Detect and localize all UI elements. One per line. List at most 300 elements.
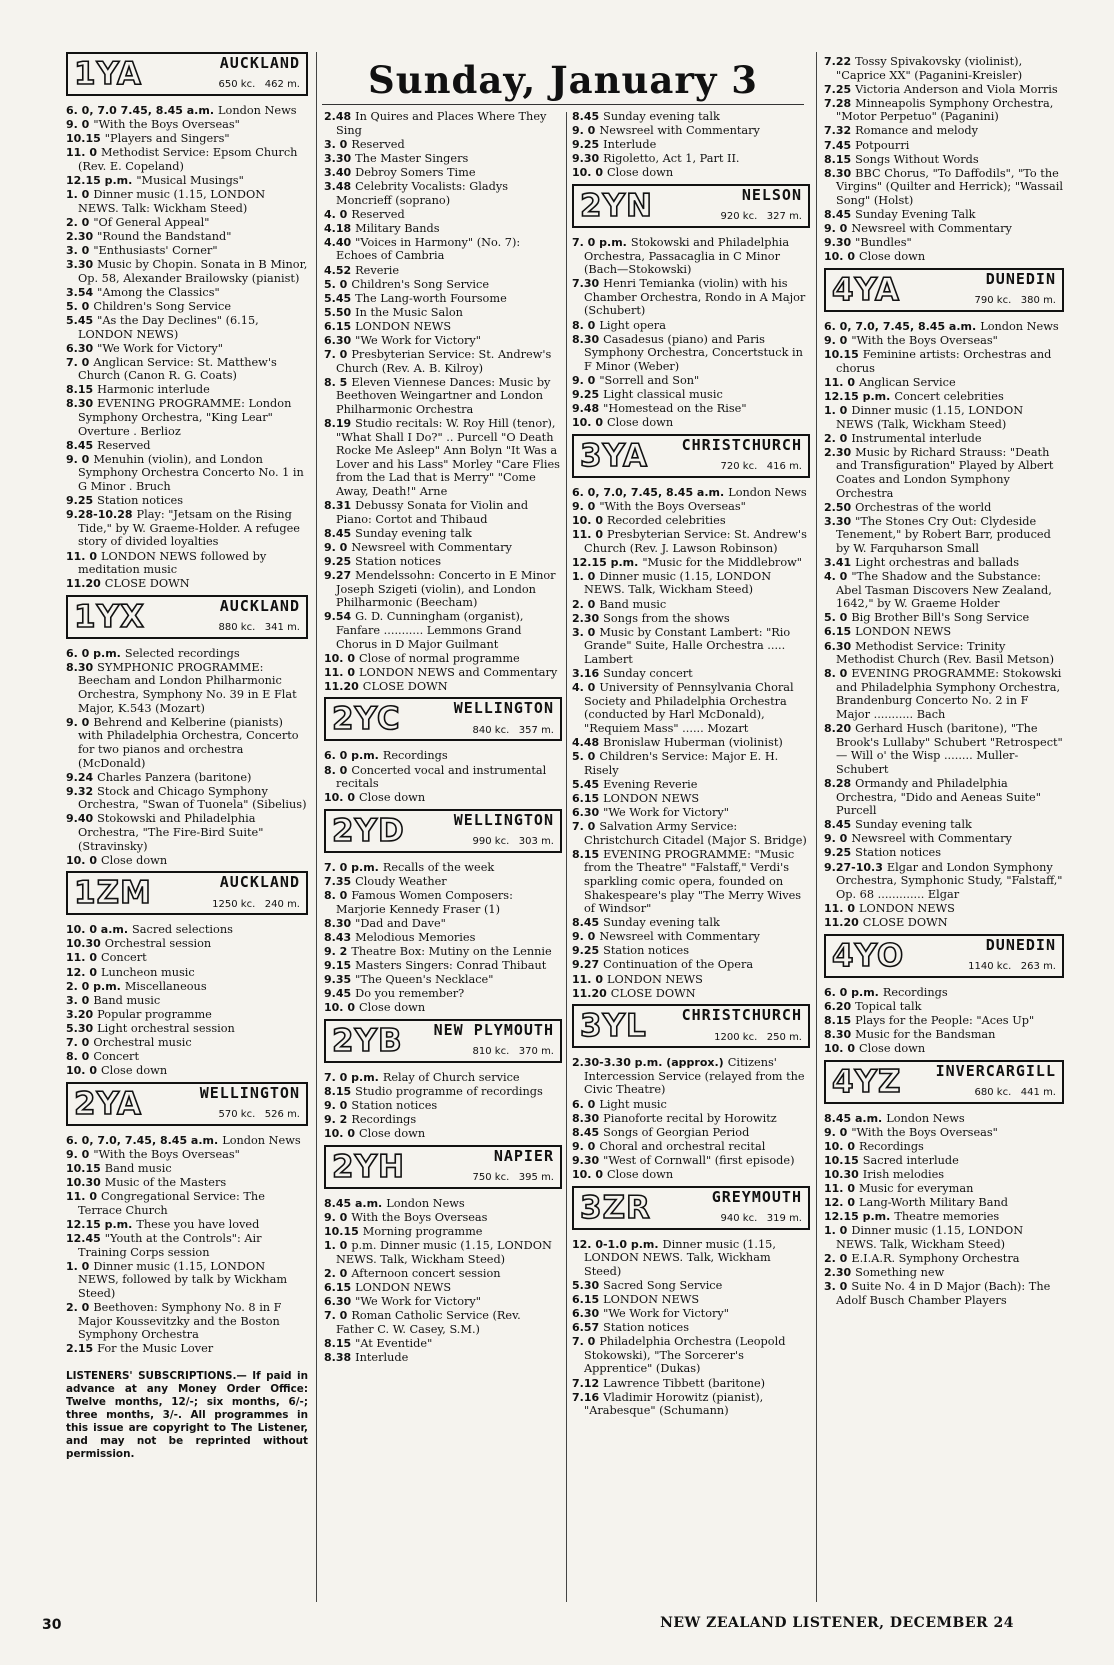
programme-entry (824, 1140, 1064, 1154)
programme-entry (324, 1001, 562, 1015)
station-city: WELLINGTON (453, 699, 554, 718)
station-call-sign: 1YA (74, 56, 143, 92)
programme-description: Roman Catholic Service (Rev. Father C. W. Casey, S.M.) (336, 1309, 521, 1336)
programme-description: "With the Boys Overseas" (599, 499, 746, 513)
programme-description: Light orchestral session (97, 1021, 235, 1035)
programme-time: 6. 0, 7.0, 7.45, 8.45 a.m. (572, 485, 725, 499)
programme-time: 9.45 (324, 987, 352, 1001)
programme-entry (66, 647, 308, 661)
page-number: 30 (42, 1617, 62, 1633)
programme-entry (572, 277, 810, 318)
programme-time: 2.15 (66, 1342, 94, 1356)
programme-description: Dinner music (1.15, LONDON NEWS. Talk: Wickham Steed) (78, 188, 266, 215)
programme-time: 11. 0 (66, 951, 97, 965)
programme-time: 7.22 (824, 55, 852, 68)
programme-time: 8. 5 (324, 375, 348, 389)
programme-time: 8. 0 (66, 1050, 90, 1064)
programme-time: 2. 0 (824, 1251, 848, 1265)
programme-description: Sacred interlude (862, 1153, 959, 1167)
programme-description: Close down (100, 853, 168, 867)
programme-time: 8.30 (572, 332, 600, 346)
programme-time: 9.48 (572, 402, 600, 416)
programme-time: 9. 0 (324, 1099, 348, 1113)
programme-entry (66, 174, 308, 188)
programme-description: Evening Reverie (603, 777, 698, 791)
programme-entry (572, 514, 810, 528)
programme-time: 12.15 p.m. (824, 389, 891, 403)
programme-entry (824, 846, 1064, 860)
programme-time: 8.30 (324, 916, 352, 930)
programme-time: 4. 0 (572, 681, 596, 695)
programme-description: Military Bands (355, 221, 440, 235)
programme-time: 10. 0 (324, 1001, 355, 1015)
programme-entry (66, 397, 308, 438)
programme-time: 6.30 (572, 1307, 600, 1321)
programme-entry (324, 1211, 562, 1225)
station-city: AUCKLAND (219, 54, 300, 72)
programme-entry (66, 1301, 308, 1342)
programme-entry (824, 501, 1064, 515)
programme-entry (66, 314, 308, 341)
programme-entry (324, 264, 562, 278)
programme-time: 9. 0 (572, 124, 596, 138)
programme-description: LONDON NEWS (603, 791, 700, 805)
programme-description: Light orchestras and ballads (855, 556, 1020, 569)
programme-description: Theatre memories (894, 1210, 1000, 1224)
station-city: AUCKLAND (219, 873, 300, 892)
programme-entry (824, 1182, 1064, 1196)
station-header (66, 871, 308, 915)
programme-time: 6.30 (324, 1294, 352, 1308)
programme-description: Station notices (603, 944, 690, 958)
programme-description: Light music (599, 1097, 667, 1111)
programme-time: 9.30 (572, 152, 600, 166)
programme-time: 7.30 (572, 277, 600, 291)
programme-entry (324, 1113, 562, 1127)
programme-entry (324, 749, 562, 763)
station-header (66, 52, 308, 96)
programme-time: 10. 0 (824, 1041, 855, 1055)
programme-time: 4.48 (572, 735, 600, 749)
programme-time: 10. 0 (66, 853, 97, 867)
programme-description: "Music for the Middlebrow" (642, 555, 803, 569)
programme-entry (824, 376, 1064, 390)
programme-description: CLOSE DOWN (862, 915, 948, 929)
station-frequency: 940 kc. 319 m. (720, 1213, 802, 1224)
programme-entry (66, 661, 308, 715)
programme-description: "Youth at the Controls": Air Training Corps session (78, 1231, 262, 1259)
programme-time: 6. 0 p.m. (66, 646, 121, 660)
programme-entry (572, 958, 810, 972)
programme-entry (324, 1267, 562, 1281)
programme-description: Theatre Box: Mutiny on the Lennie (351, 944, 552, 958)
programme-time: 8.45 (572, 1125, 600, 1139)
programme-time: 11.20 (572, 986, 607, 1000)
programme-time: 9.25 (824, 846, 852, 860)
programme-entry (572, 319, 810, 333)
programme-entry (824, 1210, 1064, 1224)
programme-description: Do you remember? (355, 987, 465, 1001)
programme-time: 6.20 (824, 999, 852, 1013)
programme-description: Miscellaneous (124, 979, 207, 993)
programme-entry (572, 374, 810, 388)
programme-time: 8.45 a.m. (824, 1111, 883, 1125)
programme-description: Close down (358, 791, 426, 805)
station-frequency: 880 kc. 341 m. (218, 622, 300, 634)
programme-entry (66, 937, 308, 951)
programme-time: 6.15 (572, 791, 600, 805)
programme-time: 8.43 (324, 930, 352, 944)
programme-description: Songs Without Words (855, 152, 979, 166)
programme-time: 3. 0 (824, 1280, 848, 1294)
programme-time: 6. 0, 7.0, 7.45, 8.45 a.m. (824, 319, 977, 333)
programme-description: Irish melodies (862, 1167, 945, 1181)
programme-time: 7. 0 (572, 1335, 596, 1349)
programme-description: Famous Women Composers: Marjorie Kennedy Fraser (1) (336, 889, 513, 916)
programme-entry (66, 716, 308, 770)
programme-entry (324, 527, 562, 541)
programme-description: "As the Day Declines" (6.15, LONDON NEWS) (78, 313, 259, 341)
programme-time: 10. 0 (572, 1168, 603, 1181)
programme-description: Relay of Church service (382, 1070, 520, 1084)
programme-time: 8.15 (572, 847, 600, 861)
programme-time: 9.27-10.3 (824, 860, 883, 874)
programme-time: 11. 0 (572, 528, 603, 542)
programme-entry (572, 416, 810, 430)
programme-time: 3.20 (66, 1007, 94, 1021)
programme-description: Methodist Service: Trinity Methodist Church (Rev. Basil Metson) (836, 639, 1054, 667)
programme-description: These you have loved (136, 1217, 260, 1231)
programme-time: 9.15 (324, 958, 352, 972)
programme-entry (324, 987, 562, 1001)
programme-time: 11.20 (66, 577, 101, 591)
programme-description: Charles Panzera (baritone) (97, 770, 252, 784)
station-city: NAPIER (493, 1146, 554, 1165)
station-city: DUNEDIN (985, 269, 1056, 288)
programme-entry (324, 791, 562, 805)
programme-description: CLOSE DOWN (362, 679, 448, 693)
programme-entry (324, 417, 562, 499)
programme-entry (66, 188, 308, 215)
programme-time: 5. 0 (66, 299, 90, 313)
programme-entry (572, 570, 810, 597)
programme-description: Reserved (351, 137, 405, 151)
station-frequency: 720 kc. 416 m. (720, 461, 802, 473)
programme-time: 5.30 (66, 1021, 94, 1035)
programme-entry (324, 110, 562, 137)
programme-time: 8.31 (324, 499, 352, 513)
programme-entry (572, 1168, 810, 1182)
programme-description: "We Work for Victory" (603, 805, 729, 819)
programme-description: EVENING PROGRAMME: Stokowski and Philadelphia Symphony Orchestra, Brandenburg Concerto No. 2 in F Major ........... Bach (836, 667, 1062, 722)
programme-entry (324, 152, 562, 166)
programme-time: 10. 0 (66, 1064, 97, 1078)
programme-description: CLOSE DOWN (610, 986, 696, 1000)
programme-entry (324, 1071, 562, 1085)
programme-entry (572, 528, 810, 555)
programme-description: Menuhin (violin), and London Symphony Orchestra Concerto No. 1 in G Minor . Bruch (78, 452, 304, 494)
programme-entry (324, 334, 562, 348)
programme-entry (572, 792, 810, 806)
programme-description: Topical talk (855, 999, 922, 1013)
programme-description: Vladimir Horowitz (pianist), "Arabesque" (Schumann) (584, 1390, 764, 1418)
programme-entry (824, 55, 1064, 82)
programme-time: 7. 0 (66, 355, 90, 369)
programme-description: Cloudy Weather (355, 874, 447, 888)
programme-description: Afternoon concert session (351, 1266, 501, 1280)
programme-time: 1. 0 (66, 188, 90, 202)
subscription-note: LISTENERS' SUBSCRIPTIONS.— If paid in advance at any Money Order Office: Twelve months, 12/-; six months, 6/-; three months, 3/-. All programmes in this issue are copyright to The Listener, and may not be reprinted without permission. (66, 1369, 308, 1460)
programme-time: 8. 0 (324, 889, 348, 902)
programme-entry (66, 854, 308, 868)
programme-entry (572, 1335, 810, 1376)
programme-entry (572, 486, 810, 500)
programme-entry (824, 1126, 1064, 1140)
programme-time: 9. 0 (824, 334, 848, 347)
programme-description: London News (386, 1196, 465, 1210)
programme-entry (824, 1014, 1064, 1028)
programme-time: 9.30 (824, 236, 852, 250)
programme-description: Station notices (97, 494, 184, 508)
programme-time: 8.30 (66, 397, 94, 411)
programme-time: 8.45 (66, 438, 94, 452)
programme-entry (824, 1266, 1064, 1280)
station-frequency: 790 kc. 380 m. (974, 295, 1056, 307)
programme-time: 9.25 (572, 944, 600, 958)
programme-entry (824, 611, 1064, 625)
programme-time: 9.25 (324, 555, 352, 568)
programme-description: Citizens' Intercession Service (relayed from the Civic Theatre) (584, 1056, 805, 1097)
programme-time: 7.16 (572, 1390, 600, 1404)
programme-time: 10.15 (324, 1225, 359, 1238)
programme-time: 2.30 (572, 611, 600, 625)
programme-entry (324, 555, 562, 569)
station-city: GREYMOUTH (711, 1187, 802, 1206)
programme-description: Gerhard Husch (baritone), "The Brook's Lullaby" Schubert "Retrospect" — Will o' the Wisp ........ Muller-Schubert (836, 722, 1063, 776)
programme-description: Romance and melody (855, 124, 979, 138)
programme-description: Newsreel with Commentary (851, 832, 1012, 846)
programme-description: Mendelssohn: Concerto in E Minor Joseph Szigeti (violin), and London Philharmonic (Beecham) (336, 569, 556, 610)
programme-time: 11.20 (324, 679, 359, 693)
programme-time: 2.30 (824, 445, 852, 459)
programme-entry (824, 1252, 1064, 1266)
programme-time: 11. 0 (66, 146, 97, 160)
programme-description: Plays for the People: "Aces Up" (855, 1013, 1035, 1027)
programme-time: 5.30 (572, 1278, 600, 1292)
programme-description: Congregational Service: The Terrace Church (78, 1190, 265, 1217)
programme-description: Methodist Service: Epsom Church (Rev. E. Copeland) (78, 146, 298, 173)
programme-time: 3.41 (824, 556, 852, 569)
programme-time: 2. 0 (66, 215, 90, 229)
programme-time: 9. 0 (66, 118, 90, 132)
programme-entry (324, 292, 562, 306)
programme-time: 6.30 (324, 334, 352, 347)
programme-description: Bronislaw Huberman (violinist) (603, 735, 783, 749)
programme-description: Orchestras of the world (855, 500, 992, 514)
programme-description: Morning programme (362, 1225, 483, 1238)
station-frequency: 1250 kc. 240 m. (212, 898, 300, 910)
programme-time: 6.15 (824, 625, 852, 639)
programme-entry (66, 132, 308, 146)
programme-entry (324, 278, 562, 292)
programme-time: 8.30 (66, 660, 94, 674)
column-4 (824, 55, 1064, 1610)
programme-description: Recalls of the week (382, 860, 495, 874)
programme-entry (66, 994, 308, 1008)
programme-entry (572, 944, 810, 958)
programme-description: Close down (358, 1127, 426, 1141)
programme-entry (824, 667, 1064, 721)
programme-description: Dinner music (1.15, LONDON NEWS (Talk, Wickham Steed) (836, 403, 1024, 431)
programme-entry (824, 139, 1064, 153)
programme-time: 6.57 (572, 1321, 600, 1335)
programme-description: Continuation of the Opera (603, 958, 754, 972)
programme-entry (66, 1008, 308, 1022)
programme-entry (572, 1279, 810, 1293)
programme-entry (66, 1342, 308, 1356)
programme-entry (324, 652, 562, 666)
column-3 (572, 110, 810, 1665)
programme-entry (66, 812, 308, 853)
programme-time: 8. 0 (324, 763, 348, 777)
programme-time: 7. 0 p.m. (324, 1070, 379, 1084)
programme-description: Orchestral music (93, 1036, 192, 1050)
programme-time: 10. 0 (324, 651, 355, 665)
programme-entry (824, 861, 1064, 902)
station-header (324, 697, 562, 741)
programme-description: BBC Chorus, "To Daffodils", "To the Virgins" (Quilter and Herrick); "Wassail Song" (Holst) (836, 166, 1063, 207)
programme-entry (824, 1028, 1064, 1042)
programme-description: Salvation Army Service: Christchurch Citadel (Major S. Bridge) (584, 820, 807, 847)
programme-time: 8.38 (324, 1350, 352, 1364)
programme-entry (324, 764, 562, 791)
programme-time: 7.25 (824, 82, 852, 96)
programme-time: 8. 0 (824, 667, 848, 681)
programme-time: 2.30 (824, 1266, 852, 1280)
programme-entry (324, 945, 562, 959)
station-city: NELSON (741, 185, 802, 204)
station-header (572, 434, 810, 478)
programme-time: 9.24 (66, 770, 94, 784)
programme-time: 1. 0 (824, 403, 848, 417)
programme-time: 11. 0 (66, 549, 97, 563)
programme-entry (572, 1126, 810, 1140)
programme-description: Stokowski and Philadelphia Orchestra, Passacaglia in C Minor (Bach—Stokowski) (584, 235, 790, 277)
programme-time: 2.50 (824, 500, 852, 514)
programme-description: Recordings (382, 749, 448, 763)
programme-description: Pianoforte recital by Horowitz (603, 1111, 777, 1125)
programme-description: Sacred selections (132, 923, 233, 937)
programme-description: Songs from the shows (603, 611, 730, 625)
programme-description: "With the Boys Overseas" (851, 334, 998, 347)
programme-time: 11. 0 (824, 1181, 855, 1195)
programme-description: Children's Song Service (351, 277, 490, 291)
programme-time: 12.15 p.m. (66, 1217, 133, 1231)
programme-entry (824, 515, 1064, 556)
programme-time: 9.35 (324, 973, 352, 987)
programme-time: 11. 0 (572, 972, 603, 986)
programme-description: EVENING PROGRAMME: London Symphony Orchestra, "King Lear" Overture . Berlioz (78, 397, 292, 438)
programme-description: Sunday evening talk (355, 526, 472, 540)
programme-description: Close down (606, 1168, 674, 1181)
programme-time: 2.48 (324, 110, 352, 123)
programme-entry (324, 541, 562, 555)
programme-description: Concert (100, 951, 147, 965)
programme-description: "We Work for Victory" (603, 1307, 729, 1321)
programme-description: Stock and Chicago Symphony Orchestra, "Swan of Tuonela" (Sibelius) (78, 784, 307, 812)
programme-entry (324, 499, 562, 526)
programme-time: 12.45 (66, 1231, 101, 1245)
programme-time: 5.45 (324, 291, 352, 305)
programme-time: 5.45 (572, 777, 600, 791)
programme-entry (824, 167, 1064, 208)
programme-description: Anglican Service (858, 375, 956, 389)
programme-description: p.m. Dinner music (1.15, LONDON NEWS. Talk, Wickham Steed) (336, 1239, 552, 1266)
programme-description: Sacred Song Service (603, 1278, 723, 1292)
programme-time: 4. 0 (824, 570, 848, 584)
programme-time: 9. 0 (824, 1125, 848, 1139)
programme-entry (824, 625, 1064, 639)
programme-entry (824, 1196, 1064, 1210)
programme-entry (824, 1000, 1064, 1014)
programme-description: "Round the Bandstand" (97, 229, 232, 243)
programme-description: "Bundles" (855, 236, 912, 250)
programme-entry (824, 1224, 1064, 1251)
programme-description: Casadesus (piano) and Paris Symphony Orchestra, Concertstuck in F Minor (Weber) (584, 332, 803, 373)
programme-entry (324, 1127, 562, 1141)
programme-description: In the Music Salon (355, 305, 463, 319)
programme-description: Children's Song Service (93, 299, 232, 313)
programme-entry (66, 771, 308, 785)
programme-time: 2.30-3.30 p.m. (approx.) (572, 1056, 724, 1070)
programme-time: 6.30 (66, 341, 94, 355)
programme-entry (66, 146, 308, 173)
programme-time: 5.45 (66, 313, 94, 327)
programme-time: 7. 0 (324, 348, 348, 362)
programme-entry (66, 1232, 308, 1259)
programme-entry (66, 356, 308, 383)
programme-description: Station notices (351, 1099, 438, 1113)
programme-description: Luncheon music (100, 965, 195, 979)
programme-description: Beethoven: Symphony No. 8 in F Major Koussevitzky and the Boston Symphony Orchestra (78, 1300, 282, 1342)
programme-time: 9. 0 (66, 1147, 90, 1161)
column-rule (566, 112, 567, 1602)
programme-time: 8.45 (572, 110, 600, 123)
station-header (572, 1186, 810, 1230)
programme-description: SYMPHONIC PROGRAMME: Beecham and London Philharmonic Orchestra, Symphony No. 39 in E Flat Major, K.543 (Mozart) (78, 660, 297, 715)
programme-entry (824, 1168, 1064, 1182)
programme-description: LONDON NEWS (603, 1292, 700, 1306)
programme-description: Feminine artists: Orchestras and chorus (836, 348, 1052, 375)
programme-time: 9. 0 (572, 373, 596, 387)
programme-time: 8.19 (324, 417, 352, 431)
programme-entry (66, 1036, 308, 1050)
programme-description: Band music (93, 993, 161, 1007)
programme-entry (66, 383, 308, 397)
programme-description: Interlude (355, 1350, 409, 1364)
station-city: WELLINGTON (453, 810, 554, 829)
station-header (324, 1145, 562, 1189)
programme-description: Music for everyman (858, 1181, 974, 1195)
programme-time: 9. 2 (324, 1113, 348, 1127)
programme-time: 3. 0 (66, 993, 90, 1007)
programme-description: Sunday evening talk (603, 110, 720, 123)
programme-time: 9. 0 (324, 1210, 348, 1224)
programme-entry (572, 806, 810, 820)
programme-time: 10. 0 (572, 416, 603, 430)
programme-entry (324, 889, 562, 916)
programme-time: 9. 0 (572, 930, 596, 944)
